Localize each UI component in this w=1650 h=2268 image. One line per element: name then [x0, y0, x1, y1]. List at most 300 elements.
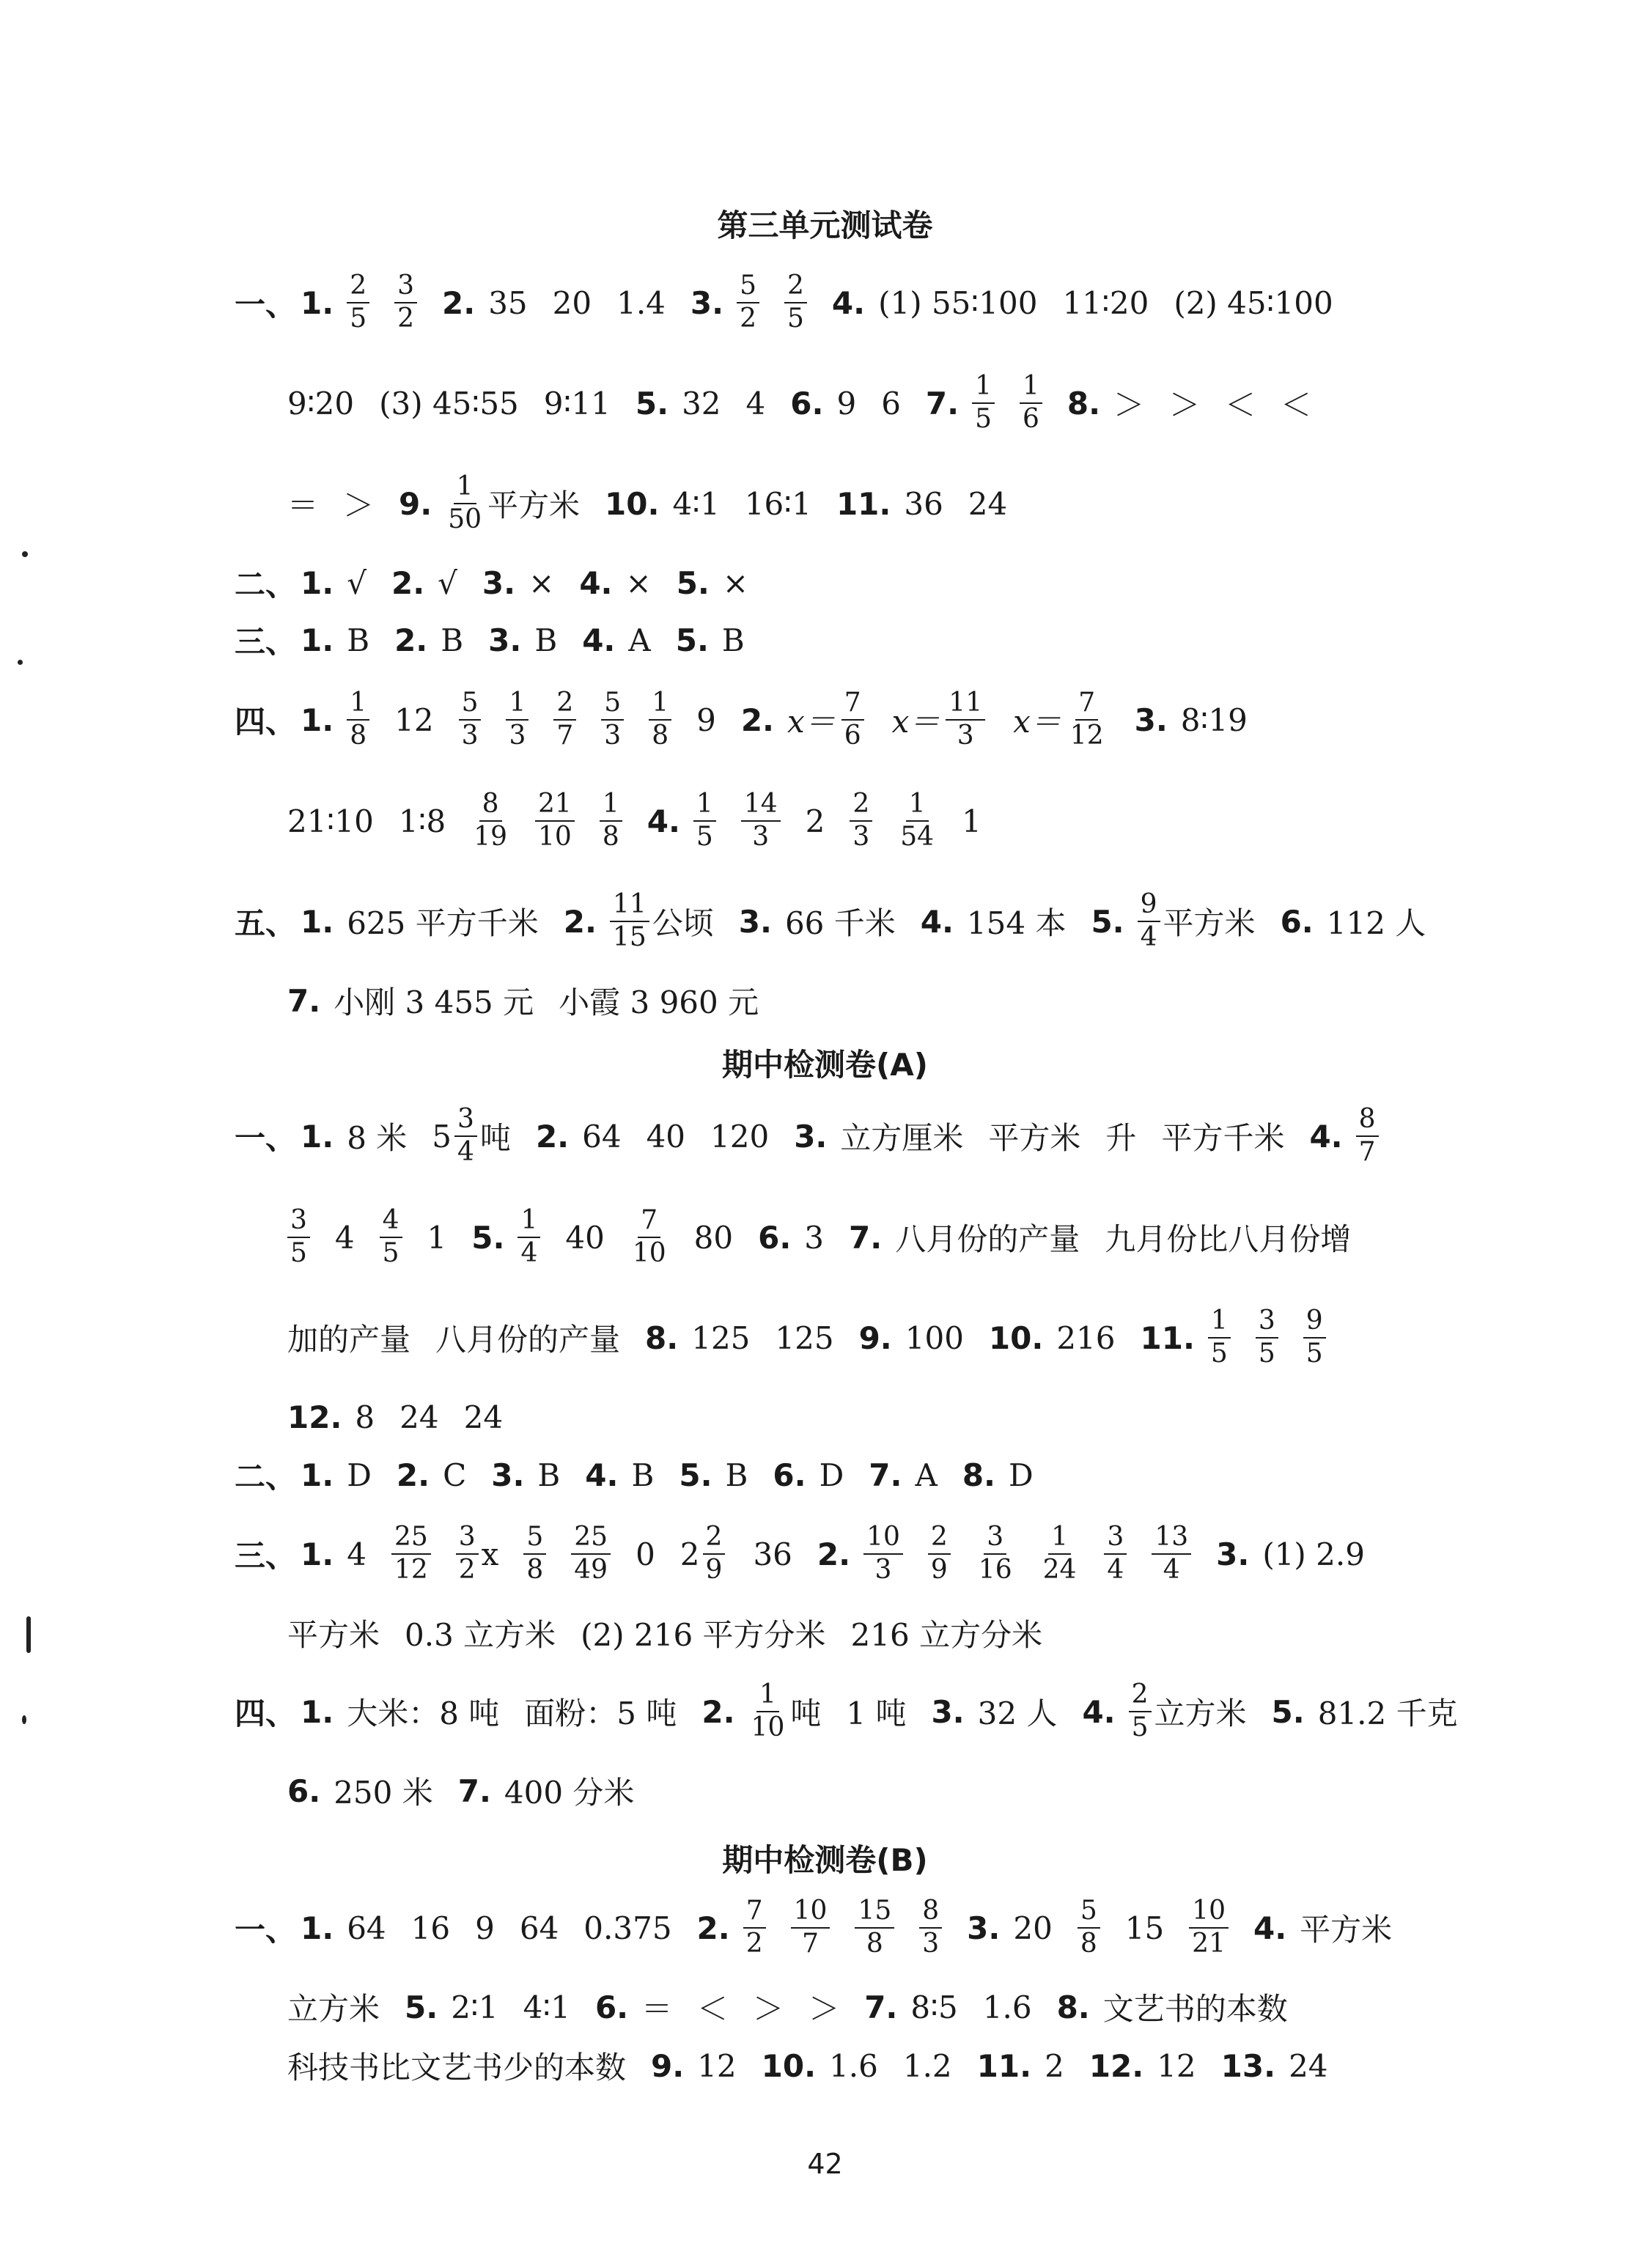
- section-title: 期中检测卷(B): [722, 1842, 928, 1878]
- question-number: 5.: [471, 1219, 505, 1256]
- answer-text: 八月份的产量: [435, 1322, 621, 1358]
- unit-text: 吨: [479, 1120, 511, 1156]
- answer-text: 16: [410, 1910, 451, 1946]
- answer-text: 1: [427, 1219, 447, 1256]
- fraction-numerator: 15: [855, 1897, 894, 1929]
- answer-text: 科技书比文艺书少的本数: [287, 2050, 627, 2085]
- answer-line: [235, 889, 1426, 952]
- scan-speck: [22, 551, 28, 557]
- fraction-denominator: 50: [448, 504, 482, 534]
- fraction-denominator: 10: [538, 822, 572, 852]
- answer-text: 2∶1: [451, 1989, 498, 2025]
- answer-text: 9∶20: [287, 385, 355, 421]
- section-marker: 四、: [235, 704, 297, 740]
- fraction-with-unit: [610, 891, 714, 952]
- fraction-numerator: 2: [347, 272, 369, 303]
- fraction: [391, 1523, 431, 1585]
- answer-text: 15: [1124, 1910, 1165, 1946]
- fraction-numerator: 3: [1256, 1307, 1278, 1339]
- fraction-numerator: 1: [506, 689, 528, 721]
- fraction-numerator: 7: [1075, 689, 1098, 721]
- section-marker: 一、: [235, 1912, 297, 1948]
- question-number: 3.: [738, 903, 772, 940]
- fraction-denominator: 8: [602, 822, 619, 852]
- answer-line: [287, 789, 981, 852]
- fraction-denominator: 3: [509, 721, 526, 751]
- fraction: [601, 689, 624, 751]
- answer-text: 64: [582, 1118, 622, 1155]
- answer-text: 216: [1056, 1319, 1116, 1356]
- fraction-denominator: 5: [787, 303, 804, 334]
- question-number: 2.: [535, 1118, 570, 1155]
- answer-text: 1: [962, 803, 981, 839]
- question-number: 4.: [585, 1457, 619, 1493]
- fraction-numerator: 9: [1138, 891, 1160, 922]
- question-number: 4.: [579, 564, 613, 601]
- fraction-denominator: 7: [802, 1929, 819, 1959]
- answer-line: [235, 1679, 1458, 1742]
- answer-line: [287, 1978, 1288, 2036]
- question-number: 5.: [405, 1989, 438, 2025]
- fraction-numerator: 1: [756, 1681, 779, 1712]
- section-marker: 三、: [235, 1538, 297, 1574]
- mixed-number: [680, 1523, 729, 1585]
- answer-text: 12: [697, 2047, 737, 2084]
- fraction-denominator: 3: [752, 822, 770, 852]
- fraction-denominator: 49: [574, 1555, 608, 1585]
- fraction-numerator: 7: [638, 1207, 660, 1238]
- fraction-denominator: 4: [1163, 1555, 1180, 1585]
- question-number: 9.: [858, 1319, 892, 1356]
- answer-text: 面粉：5 吨: [524, 1696, 677, 1731]
- answer-text: 4∶1: [672, 485, 720, 522]
- fraction-numerator: 8: [1356, 1105, 1379, 1137]
- answer-line: [235, 688, 1248, 751]
- answer-text: A: [628, 622, 651, 658]
- fraction-denominator: 3: [604, 721, 622, 751]
- answer-text: 64: [519, 1910, 559, 1946]
- question-number: 9.: [651, 2047, 685, 2084]
- fraction-numerator: 5: [601, 689, 624, 721]
- question-number: 12.: [1089, 2047, 1144, 2084]
- answer-line: [287, 2036, 1328, 2095]
- answer-text: 24: [463, 1399, 504, 1435]
- fraction-denominator: 54: [900, 822, 935, 852]
- fraction: [571, 1523, 611, 1585]
- unit-text: 平方米: [487, 487, 581, 523]
- answer-line: [287, 971, 759, 1030]
- answer-text: √: [438, 564, 457, 601]
- answer-text: 4: [347, 1536, 367, 1572]
- fraction: [1208, 1307, 1231, 1369]
- fraction-denominator: 5: [696, 822, 713, 852]
- question-number: 6.: [1280, 903, 1314, 940]
- answer-text: (1) 2.9: [1262, 1536, 1365, 1572]
- answer-text: 112 人: [1326, 905, 1426, 941]
- question-number: 4.: [1082, 1693, 1116, 1730]
- question-number: 1.: [301, 564, 334, 601]
- question-number: 7.: [925, 385, 960, 421]
- fraction: [1040, 1523, 1080, 1585]
- fraction: [748, 1681, 788, 1742]
- scan-speck: [26, 1616, 31, 1653]
- fraction-denominator: 8: [866, 1929, 883, 1959]
- answer-line: [287, 1604, 1042, 1663]
- answer-text: 11∶20: [1062, 284, 1149, 321]
- question-number: 11.: [976, 2047, 1032, 2084]
- question-number: 1.: [301, 1910, 334, 1946]
- answer-text: 九月份比八月份增: [1105, 1221, 1352, 1257]
- question-number: 7.: [869, 1457, 902, 1493]
- answer-line: [287, 1388, 503, 1446]
- fraction: [649, 689, 671, 751]
- answer-line: [287, 1205, 1352, 1268]
- answer-text: 40: [646, 1118, 686, 1155]
- fraction-numerator: 3: [456, 1523, 479, 1555]
- question-number: 8.: [1067, 385, 1101, 421]
- question-number: 7.: [849, 1219, 883, 1256]
- fraction-denominator: 8: [350, 721, 367, 751]
- answer-text: D: [819, 1457, 844, 1493]
- answer-text: 升: [1105, 1120, 1137, 1156]
- question-number: 6.: [594, 1989, 629, 2025]
- answer-text: ＜: [697, 1991, 729, 2027]
- answer-text: 1 吨: [846, 1696, 907, 1731]
- answer-text: 32: [682, 385, 721, 421]
- fraction-numerator: 2: [703, 1523, 726, 1555]
- page-number: 42: [807, 2148, 843, 2180]
- question-number: 2.: [391, 564, 425, 601]
- scan-speck: [18, 660, 23, 665]
- fraction-numerator: 3: [394, 272, 417, 303]
- equation-answer: [892, 689, 989, 751]
- fraction: [741, 790, 781, 852]
- answer-text: 0: [636, 1536, 655, 1572]
- answer-text: 36: [753, 1536, 792, 1572]
- section-marker: 三、: [235, 624, 297, 660]
- fraction-denominator: 3: [922, 1929, 940, 1959]
- answer-text: 125: [691, 1319, 751, 1356]
- fraction-denominator: 8: [652, 721, 669, 751]
- question-number: 4.: [1309, 1118, 1343, 1155]
- fraction-numerator: 5: [523, 1523, 546, 1555]
- fraction-denominator: 15: [612, 922, 647, 952]
- fraction-denominator: 5: [290, 1238, 307, 1268]
- answer-text: B: [347, 622, 370, 658]
- question-number: 4.: [920, 903, 954, 940]
- equation-answer: [1013, 689, 1110, 751]
- unit-text: 吨: [790, 1696, 822, 1731]
- fraction-numerator: 10: [791, 1897, 830, 1929]
- question-number: 2.: [701, 1693, 735, 1730]
- fraction: [445, 473, 485, 534]
- fraction: [380, 1207, 402, 1268]
- fraction-numerator: 25: [571, 1523, 611, 1555]
- fraction-numerator: 1: [1020, 372, 1042, 404]
- fraction: [1152, 1523, 1191, 1585]
- answer-text: 1.4: [616, 284, 666, 321]
- answer-text: 文艺书的本数: [1102, 1991, 1288, 2027]
- unit-text: 立方米: [1154, 1696, 1247, 1731]
- fraction-denominator: 2: [745, 1929, 763, 1959]
- question-number: 5.: [635, 385, 669, 421]
- answer-text: 250 米: [334, 1775, 433, 1811]
- question-number: 2.: [442, 284, 476, 321]
- fraction-denominator: 10: [632, 1238, 666, 1268]
- fraction-denominator: 5: [350, 303, 367, 334]
- fraction-denominator: 9: [930, 1555, 948, 1585]
- answer-text: 立方米: [287, 1991, 380, 2027]
- answer-text: 21∶10: [287, 803, 374, 839]
- answer-text: 40: [565, 1219, 605, 1256]
- answer-line: [235, 553, 748, 612]
- answer-text: (1) 55∶100: [878, 284, 1038, 321]
- answer-text: 20: [552, 284, 592, 321]
- fraction: [928, 1523, 951, 1585]
- question-number: 2.: [394, 622, 428, 658]
- answer-text: 9∶11: [543, 385, 611, 421]
- answer-text: 120: [710, 1118, 770, 1155]
- fraction: [784, 272, 807, 334]
- answer-text: 八月份的产量: [895, 1221, 1080, 1257]
- answer-text: 16∶1: [744, 485, 811, 522]
- answer-text: 100: [905, 1319, 964, 1356]
- fraction: [1067, 689, 1107, 751]
- answer-text: 20: [1013, 1910, 1053, 1946]
- fraction-denominator: 6: [1023, 404, 1039, 434]
- section-marker: 四、: [235, 1696, 297, 1731]
- fraction-numerator: 3: [454, 1105, 477, 1137]
- fraction-denominator: 7: [1358, 1137, 1376, 1167]
- question-number: 8.: [645, 1319, 679, 1356]
- answer-text: 4: [745, 385, 766, 421]
- answer-text: ×: [528, 564, 555, 601]
- question-number: 2.: [696, 1910, 730, 1946]
- answer-text: B: [441, 622, 464, 658]
- answer-text: 12: [394, 702, 434, 738]
- fraction-numerator: 11: [946, 689, 985, 721]
- question-number: 6.: [773, 1457, 806, 1493]
- answer-text: 8: [355, 1399, 375, 1435]
- question-number: 3.: [967, 1910, 1001, 1946]
- question-number: 11.: [1140, 1319, 1195, 1356]
- fraction: [1104, 1523, 1127, 1585]
- answer-text: 加的产量: [287, 1322, 411, 1358]
- fraction-denominator: 4: [520, 1238, 538, 1268]
- answer-text: ＝: [641, 1991, 673, 2027]
- fraction-numerator: 1: [906, 790, 929, 822]
- answer-text: 大米：8 吨: [347, 1696, 500, 1731]
- answer-text: 4: [334, 1219, 355, 1256]
- question-number: 10.: [605, 485, 660, 522]
- fraction: [506, 689, 528, 751]
- fraction-denominator: 5: [1210, 1339, 1228, 1369]
- answer-text: 400 分米: [504, 1775, 635, 1811]
- fraction: [791, 1897, 830, 1959]
- answer-text: A: [915, 1457, 938, 1493]
- fraction-numerator: 5: [459, 689, 482, 721]
- equation-lhs: x＝: [1013, 704, 1061, 740]
- fraction-numerator: 14: [741, 790, 781, 822]
- answer-text: 154 本: [966, 905, 1067, 941]
- answer-text: 81.2 千克: [1317, 1696, 1458, 1731]
- fraction-denominator: 3: [852, 822, 870, 852]
- mixed-number: [432, 1105, 511, 1167]
- answer-text: 8∶19: [1180, 702, 1248, 738]
- fraction: [394, 272, 417, 334]
- answer-text: 平方米: [287, 1617, 380, 1653]
- unit-text: 平方米: [1163, 905, 1256, 941]
- fraction-numerator: 4: [380, 1207, 402, 1238]
- question-number: 13.: [1220, 2047, 1276, 2084]
- question-number: 4.: [831, 284, 866, 321]
- answer-text: 35: [488, 284, 528, 321]
- fraction: [737, 272, 759, 334]
- fraction: [630, 1207, 669, 1268]
- question-number: 2.: [396, 1457, 430, 1493]
- fraction-with-unit: [748, 1681, 822, 1742]
- fraction-denominator: 12: [394, 1555, 428, 1585]
- fraction: [610, 891, 649, 952]
- answer-text: 9: [696, 702, 716, 738]
- answer-text: 平方米: [1300, 1912, 1393, 1948]
- fraction-denominator: 2: [458, 1555, 476, 1585]
- answer-text: 2: [1045, 2047, 1064, 2084]
- fraction: [946, 689, 985, 751]
- answer-text: B: [534, 622, 558, 658]
- fraction-numerator: 1: [1048, 1523, 1071, 1555]
- question-number: 10.: [761, 2047, 817, 2084]
- fraction: [553, 689, 576, 751]
- fraction-denominator: 2: [397, 303, 415, 334]
- question-number: 3.: [794, 1118, 828, 1155]
- fraction-denominator: 24: [1042, 1555, 1077, 1585]
- fraction-denominator: 16: [978, 1555, 1012, 1585]
- answer-text: (3) 45∶55: [379, 385, 519, 421]
- question-number: 9.: [399, 485, 432, 522]
- fraction-numerator: 2: [850, 790, 872, 822]
- answer-text: ＜: [1281, 387, 1312, 423]
- fraction-numerator: 3: [984, 1523, 1006, 1555]
- equation-lhs: x＝: [787, 704, 836, 740]
- fraction: [1138, 891, 1160, 952]
- answer-text: 216 立方分米: [850, 1617, 1043, 1653]
- answer-text: 12: [1157, 2047, 1196, 2084]
- question-number: 2.: [817, 1536, 851, 1572]
- question-number: 4.: [647, 803, 680, 839]
- fraction-numerator: 7: [841, 689, 864, 721]
- fraction: [600, 790, 622, 852]
- fraction-denominator: 19: [474, 822, 508, 852]
- fraction-denominator: 4: [457, 1137, 474, 1167]
- question-number: 3.: [690, 284, 724, 321]
- answer-text: 24: [399, 1399, 439, 1435]
- question-number: 3.: [1134, 702, 1168, 738]
- fraction-numerator: 8: [919, 1897, 942, 1929]
- fraction-denominator: 5: [1131, 1712, 1149, 1742]
- fraction: [347, 689, 369, 751]
- fraction-numerator: 10: [1189, 1897, 1229, 1929]
- mixed-whole: 2: [679, 1536, 700, 1572]
- question-number: 1.: [301, 1118, 334, 1155]
- question-number: 12.: [287, 1399, 342, 1435]
- section-marker: 二、: [235, 1459, 297, 1495]
- fraction: [855, 1897, 894, 1959]
- fraction-numerator: 1: [649, 689, 671, 721]
- fraction-denominator: 3: [874, 1555, 892, 1585]
- fraction: [1303, 1307, 1326, 1369]
- question-number: 3.: [482, 564, 516, 601]
- question-number: 4.: [582, 622, 616, 658]
- answer-text: 1.6: [982, 1989, 1032, 2025]
- fraction-with-unit: [456, 1523, 499, 1585]
- fraction-denominator: 12: [1069, 721, 1104, 751]
- fraction-numerator: 3: [287, 1207, 310, 1238]
- question-number: 11.: [836, 485, 891, 522]
- fraction-numerator: 3: [1104, 1523, 1127, 1555]
- answer-text: √: [347, 564, 367, 601]
- fraction: [454, 1105, 477, 1167]
- section-title: 期中检测卷(A): [722, 1047, 928, 1083]
- fraction-numerator: 1: [454, 473, 476, 504]
- question-number: 6.: [790, 385, 824, 421]
- answer-line: [235, 1896, 1393, 1959]
- answer-text: 立方厘米: [840, 1120, 964, 1156]
- answer-text: 9: [836, 385, 857, 421]
- scan-speck: [22, 1715, 26, 1724]
- fraction: [1078, 1897, 1100, 1959]
- answer-text: ＞: [1113, 387, 1145, 423]
- answer-line: [235, 611, 745, 669]
- question-number: 1.: [301, 622, 334, 658]
- answer-text: 2: [805, 803, 825, 839]
- fraction-denominator: 5: [1305, 1339, 1323, 1369]
- section-title: 第三单元测试卷: [717, 207, 933, 243]
- mixed-whole: 5: [432, 1118, 452, 1155]
- answer-text: 64: [347, 1910, 386, 1946]
- fraction-denominator: 6: [844, 721, 861, 751]
- answer-text: ＞: [1169, 387, 1201, 423]
- question-number: 1.: [301, 903, 334, 940]
- answer-text: B: [725, 1457, 748, 1493]
- fraction-numerator: 1: [1208, 1307, 1231, 1339]
- answer-text: 小刚 3 455 元: [334, 984, 534, 1020]
- fraction-numerator: 11: [610, 891, 649, 922]
- question-number: 1.: [301, 1693, 334, 1730]
- answer-text: 平方米: [988, 1120, 1081, 1156]
- answer-line: [235, 270, 1333, 334]
- equation-answer: [787, 689, 867, 751]
- fraction-denominator: 5: [1258, 1339, 1275, 1369]
- answer-line: [287, 1308, 1351, 1367]
- question-number: 10.: [988, 1319, 1044, 1356]
- question-number: 6.: [287, 1772, 321, 1809]
- fraction: [1189, 1897, 1229, 1959]
- question-number: 5.: [679, 1457, 712, 1493]
- question-number: 7.: [457, 1772, 491, 1809]
- answer-text: D: [347, 1457, 372, 1493]
- fraction-denominator: 4: [1107, 1555, 1124, 1585]
- fraction-with-unit: [1138, 891, 1256, 952]
- answer-text: (2) 45∶100: [1174, 284, 1333, 321]
- fraction: [1020, 372, 1042, 434]
- fraction: [850, 790, 872, 852]
- fraction-numerator: 13: [1152, 1523, 1191, 1555]
- fraction: [743, 1897, 766, 1959]
- fraction-numerator: 2: [1129, 1681, 1152, 1712]
- question-number: 1.: [301, 1457, 334, 1493]
- answer-text: 24: [968, 485, 1008, 522]
